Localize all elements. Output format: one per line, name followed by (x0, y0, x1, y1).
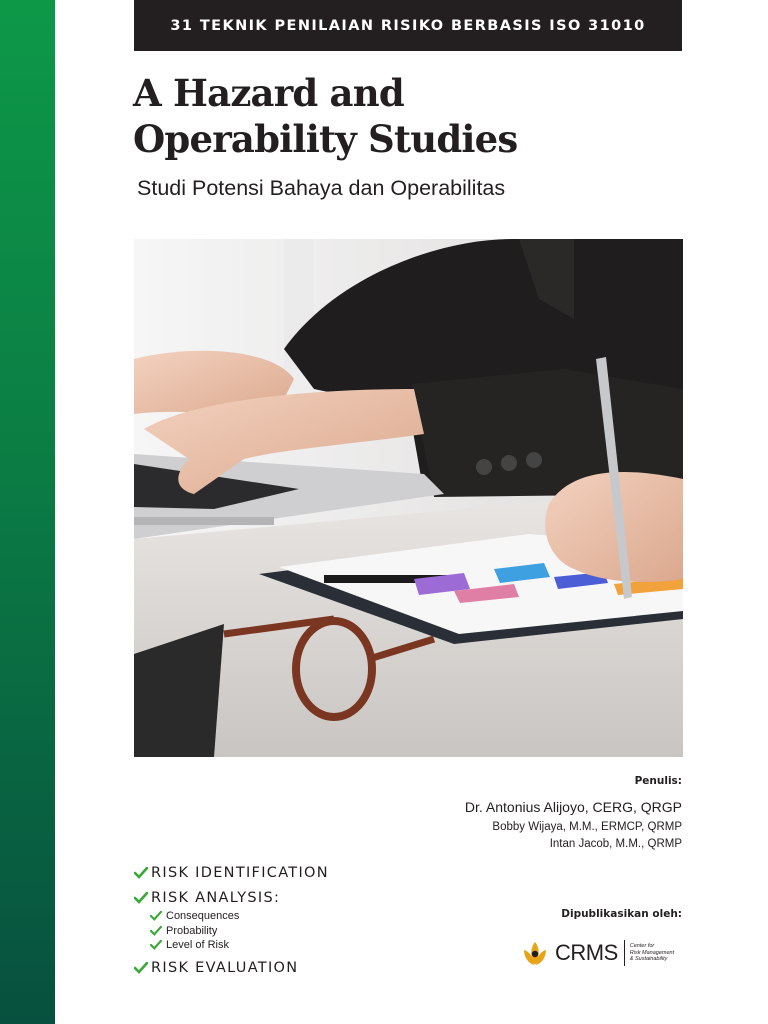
checklist-label: RISK EVALUATION (151, 959, 299, 976)
checklist-sub-label: Level of Risk (166, 939, 229, 952)
checklist-sub-label: Consequences (166, 910, 240, 923)
checklist-item-identification (134, 862, 329, 884)
check-icon (134, 867, 148, 879)
series-banner (134, 0, 682, 51)
check-icon (134, 962, 148, 974)
checklist-label: RISK IDENTIFICATION (151, 865, 329, 881)
checklist-sub-item (150, 924, 329, 939)
logo-desc-line: Risk Management (629, 949, 675, 956)
cover-photo-office-desk (134, 239, 683, 757)
checklist-sub-label: Probability (166, 924, 218, 937)
checklist-label: RISK ANALYSIS: (151, 890, 281, 906)
publisher-label: Dipublikasikan oleh: (561, 908, 682, 920)
book-title-line-1: A Hazard and (133, 71, 404, 115)
crms-logo-mark-icon (520, 938, 550, 968)
book-subtitle: Studi Potensi Bahaya dan Operabilitas (137, 176, 506, 200)
checklist-item-analysis (134, 887, 329, 909)
logo-divider (624, 940, 625, 966)
logo-desc-line: & Sustainability (629, 956, 668, 963)
book-title (133, 70, 693, 162)
risk-process-checklist (134, 862, 329, 979)
publisher-block (561, 908, 682, 920)
green-side-bar (0, 0, 55, 1024)
co-author: Intan Jacob, M.M., QRMP (549, 838, 682, 850)
authors-block (465, 774, 682, 853)
crms-logo-description (630, 943, 674, 963)
analysis-sub-list (150, 909, 329, 953)
check-icon (134, 892, 148, 904)
lead-author: Dr. Antonius Alijoyo, CERG, QRGP (464, 799, 682, 815)
checklist-sub-item (150, 938, 329, 953)
check-icon (150, 940, 162, 950)
check-icon (150, 911, 162, 921)
logo-desc-line: Center for (629, 943, 655, 950)
co-author: Bobby Wijaya, M.M., ERMCP, QRMP (492, 821, 682, 833)
crms-logo-text: CRMS (555, 940, 618, 965)
book-title-line-2: Operability Studies (133, 117, 518, 161)
checklist-sub-item (150, 909, 329, 924)
checklist-item-evaluation (134, 957, 329, 979)
check-icon (150, 926, 162, 936)
crms-logo (520, 938, 674, 968)
series-title: 31 TEKNIK PENILAIAN RISIKO BERBASIS ISO 31010 (170, 17, 646, 34)
authors-label: Penulis: (634, 775, 682, 787)
